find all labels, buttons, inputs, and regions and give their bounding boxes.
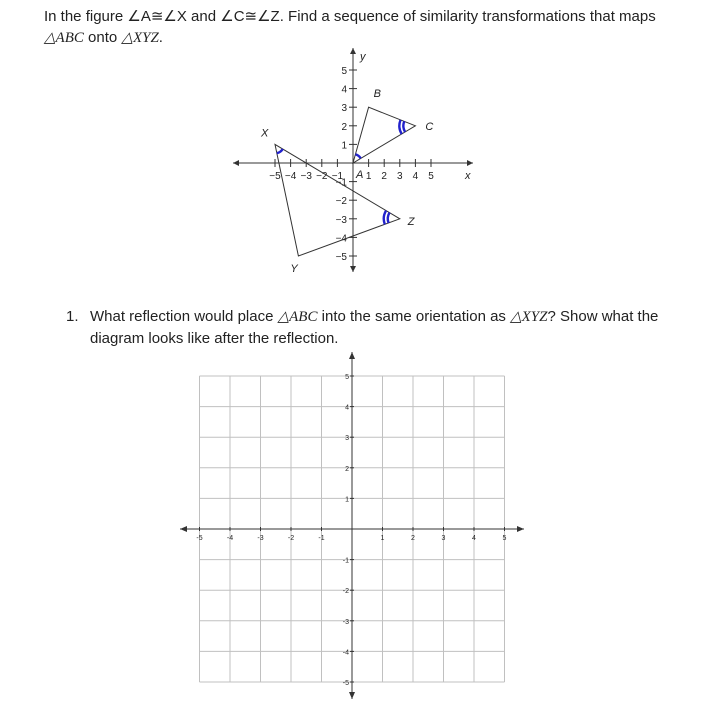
question-triangle-xyz: △XYZ [510,309,548,325]
fig-x-tick-label: −1 [331,171,344,182]
grid-x-tick-label: 1 [380,535,385,542]
question-number: 1. [66,308,79,325]
grid-y-tick-label: 4 [345,404,349,412]
figure-axes [233,48,473,272]
fig-y-tick-label: 4 [341,84,347,96]
grid-y-tick-label: -1 [342,557,349,565]
vertex-label-z: Z [407,215,415,228]
fig-y-axis-label: y [360,51,366,63]
fig-y-tick-label: −3 [335,214,347,226]
vertex-label-b: B [373,88,381,101]
grid-x-tick-label: -3 [257,535,264,542]
grid-x-tick-label: 4 [472,535,476,542]
grid-x-tick-label: 2 [411,535,415,542]
grid-y-tick-label: -3 [342,618,349,626]
grid-y-tick-label: -5 [342,680,349,687]
grid-x-tick-label: -2 [287,535,295,542]
grid-y-tick-label: -4 [342,649,349,657]
fig-x-tick-label: −3 [300,171,312,182]
vertex-label-c: C [425,120,434,133]
fig-x-tick-label: 5 [428,171,434,182]
fig-x-tick-label: −5 [269,171,281,182]
vertex-label-a: A [356,169,364,181]
fig-y-tick-label: 2 [341,121,347,133]
grid-x-tick-label: 5 [502,535,507,542]
grid-y-tick-label: -2 [342,588,349,596]
fig-x-tick-label: 1 [365,171,372,182]
fig-x-tick-label: 3 [397,171,403,182]
fig-y-tick-label: 3 [341,103,347,115]
fig-x-axis-label: x [465,170,471,182]
grid-lines [200,376,505,682]
fig-x-tick-label: 4 [412,171,419,182]
grid-y-tick-label: 3 [345,435,349,443]
fig-y-tick-label: −1 [335,177,347,189]
fig-y-tick-label: 1 [341,140,347,152]
fig-y-tick-label: −2 [335,196,347,208]
question-text: What reflection would place △ABC into the same orientation as △XYZ? Show what the diagram looks like after the reflection. [90,308,659,347]
grid-x-tick-label: -5 [196,535,203,542]
grid-axes [180,352,524,699]
question-triangle-abc: △ABC [277,309,318,325]
grid-x-tick-label: -1 [318,535,325,542]
angle-mark-c-1 [403,121,405,132]
triangle-xyz-label: △XYZ [121,30,159,46]
fig-y-tick-label: −5 [335,252,347,263]
triangles-figure [0,0,701,300]
vertex-label-y: Y [290,263,298,275]
angle-a-congruence: ∠A≅∠X [127,8,187,25]
fig-x-tick-label: −4 [284,171,297,182]
fig-x-tick-label: −2 [316,171,328,182]
angle-c-congruence: ∠C≅∠Z [220,8,280,25]
triangle-abc-label: △ABC [44,30,84,46]
grid-y-tick-label: 1 [345,496,349,504]
grid-x-tick-label: 3 [441,535,446,542]
angle-mark-a [355,154,360,158]
grid-y-axis-arrows [349,352,355,699]
vertex-label-x: X [261,127,269,140]
angle-mark-c-2 [399,120,401,134]
grid-x-tick-label: -4 [226,535,234,542]
fig-y-tick-label: 5 [341,66,347,77]
angle-mark-x [277,149,283,153]
grid-y-tick-label: 5 [345,374,349,381]
intro-paragraph: In the figure ∠A≅∠X and ∠C≅∠Z. Find a sequence of similarity transformations that maps △ABC onto △XYZ. [44,8,656,46]
angle-mark-z-1 [388,213,390,223]
triangle-abc [353,107,415,163]
grid-y-tick-label: 2 [345,465,349,473]
grid-x-axis-arrows [180,526,524,532]
fig-x-tick-label: 2 [381,171,387,182]
fig-y-tick-label: −4 [335,233,347,245]
angle-mark-z-2 [384,211,386,225]
